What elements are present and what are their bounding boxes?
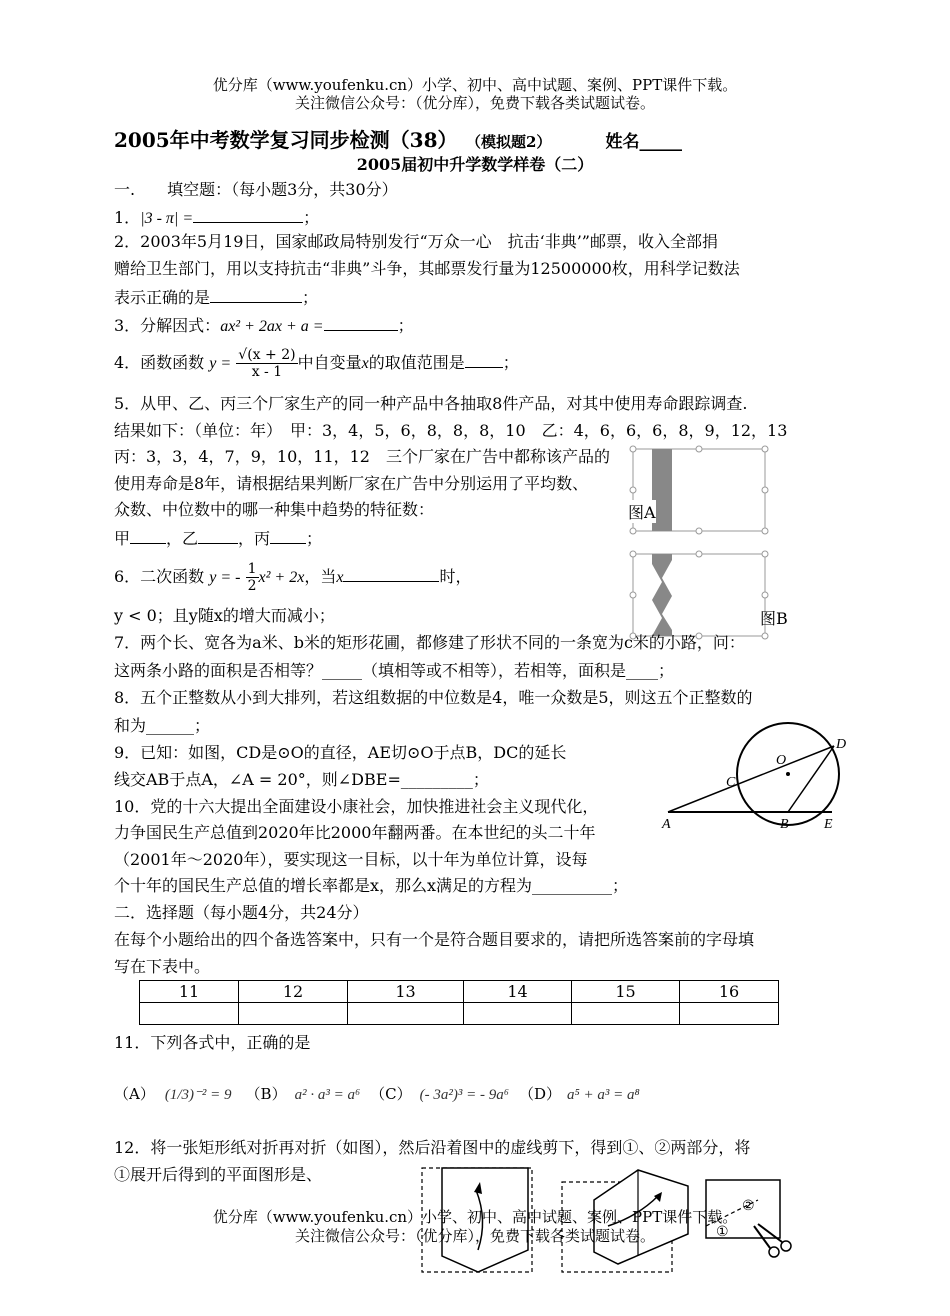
question-9-line-2: 线交AB于点A，∠A = 20°，则∠DBE=_________； <box>114 770 489 789</box>
question-4 <box>114 346 519 381</box>
q6-y: y = - <box>209 569 241 586</box>
question-7-line-1: 7．两个长、宽各为a米、b米的矩形花圃，都修建了形状不同的一条宽为c米的小路，问： <box>114 633 745 652</box>
secant-line-ad <box>668 746 834 812</box>
answer-table <box>139 980 779 1025</box>
label-a: A <box>662 817 671 832</box>
answer-table-header-row <box>140 981 779 1003</box>
exam-title <box>114 124 682 153</box>
label-b: B <box>780 817 789 832</box>
title-sub: （模拟题2） <box>473 133 552 151</box>
q2-text: 表示正确的是 <box>114 288 211 307</box>
q1-end: ； <box>303 208 320 227</box>
answer-cell-11[interactable] <box>140 1003 239 1025</box>
section2-instructions-line-1: 在每个小题给出的四个备选答案中，只有一个是符合题目要求的，请把所选答案前的字母填 <box>114 930 755 949</box>
footer-line-1: 优分库（www.youfenku.cn）小学、初中、高中试题、案例、PPT课件下载。 <box>212 1208 738 1226</box>
label-c: C <box>726 775 736 790</box>
question-11-options <box>114 1084 640 1105</box>
q6-rest: x² + 2x <box>258 569 305 586</box>
question-10-line-4: 个十年的国民生产总值的增长率都是x，那么x满足的方程为__________； <box>114 876 629 895</box>
q6-end: 时， <box>439 567 472 586</box>
question-12-line-2: ①展开后得到的平面图形是、 <box>114 1165 323 1184</box>
answer-table-header: 13 <box>348 981 464 1003</box>
q4-denominator: x - 1 <box>251 364 283 380</box>
answer-cell-13[interactable] <box>348 1003 464 1025</box>
q3-end: ； <box>397 316 414 335</box>
q3-answer-blank <box>324 314 398 331</box>
question-6-line-2: y < 0；且y随x的增大而减小； <box>114 606 335 625</box>
question-5-line-3: 丙：3，3，4，7，9，10，11，12 三个厂家在广告中都称该产品的 <box>114 447 610 466</box>
q6-fraction <box>246 561 259 594</box>
question-2-line-3 <box>114 286 318 308</box>
footer-line-2: 关注微信公众号：（优分库），免费下载各类试题试卷。 <box>294 1227 655 1245</box>
answer-table-answer-row <box>140 1003 779 1025</box>
question-11: 11．下列各式中，正确的是 <box>114 1033 311 1052</box>
answer-cell-15[interactable] <box>572 1003 680 1025</box>
q4-numerator: √(x + 2) <box>238 347 296 363</box>
figure-b-rectangle <box>633 554 765 636</box>
option-a-expression: (1/3)⁻² = 9 <box>164 1087 232 1103</box>
header-line-1: 优分库（www.youfenku.cn）小学、初中、高中试题、案例、PPT课件下载。 <box>212 76 738 94</box>
question-5-line-6 <box>114 527 322 549</box>
question-5-line-5: 众数、中位数中的哪一种集中趋势的特征数： <box>114 500 435 519</box>
answer-table-header: 11 <box>140 981 239 1003</box>
question-8-line-1: 8．五个正整数从小到大排列，若这组数据的中位数是4，唯一众数是5，则这五个正整数的 <box>114 688 753 707</box>
answer-cell-14[interactable] <box>464 1003 572 1025</box>
answer-table-header: 16 <box>680 981 779 1003</box>
question-5-line-2: 结果如下：（单位：年） 甲：3，4，5，6，8，8，8，10 乙：4，6，6，6，8，9，12，13 <box>114 421 788 440</box>
answer-cell-12[interactable] <box>239 1003 348 1025</box>
q6-x: x <box>336 569 344 586</box>
name-field-label: 姓名_____ <box>605 132 682 152</box>
answer-table-header: 14 <box>464 981 572 1003</box>
q6-denominator: 2 <box>247 578 257 594</box>
q5-jia-blank <box>130 527 166 544</box>
q2-answer-blank <box>210 286 302 303</box>
option-c-label: （C） <box>370 1085 412 1103</box>
question-10-line-1: 10．党的十六大提出全面建设小康社会，加快推进社会主义现代化， <box>114 797 599 816</box>
q1-expression: |3 - π| = <box>140 210 194 227</box>
q4-y: y = <box>209 355 232 372</box>
q5-end: ； <box>306 529 323 548</box>
question-9-line-1: 9．已知：如图，CD是⊙O的直径，AE切⊙O于点B，DC的延长 <box>114 743 567 762</box>
label-o: O <box>776 753 787 768</box>
figure-b-handles <box>630 551 768 639</box>
option-d-expression: a⁵ + a³ = a⁸ <box>567 1087 640 1103</box>
answer-table-header: 12 <box>239 981 348 1003</box>
question-5-line-1: 5．从甲、乙、丙三个厂家生产的同一种产品中各抽取8件产品，对其中使用寿命跟踪调查. <box>114 394 748 413</box>
q6-text: 6．二次函数 <box>114 567 205 586</box>
question-12-line-1: 12．将一张矩形纸对折再对折（如图），然后沿着图中的虚线剪下，得到①、②两部分，将 <box>114 1138 751 1157</box>
q4-rest: 的取值范围是 <box>368 353 465 372</box>
q5-bing: ，丙 <box>238 529 271 548</box>
question-3 <box>114 314 414 337</box>
label-e: E <box>824 817 833 832</box>
fold-label-two: ② <box>742 1198 755 1214</box>
question-2-line-2: 赠给卫生部门，用以支持抗击“非典”斗争，其邮票发行量为12500000枚，用科学记数法 <box>114 259 740 278</box>
section1-heading: 一. 填空题：（每小题3分，共30分） <box>114 180 398 199</box>
q3-expression: ax² + 2ax + a = <box>220 318 324 335</box>
header-line-2: 关注微信公众号：（优分库），免费下载各类试题试卷。 <box>294 94 655 112</box>
question-5-line-4: 使用寿命是8年，请根据结果判断厂家在广告中分别运用了平均数、 <box>114 474 589 493</box>
section2-instructions-line-2: 写在下表中。 <box>114 957 211 976</box>
title-main: 2005年中考数学复习同步检测（38） <box>114 128 458 152</box>
q2-end: ； <box>302 288 319 307</box>
question-10-line-2: 力争国民生产总值到2020年比2000年翻两番。在本世纪的头二十年 <box>114 823 596 842</box>
question-2-line-1: 2．2003年5月19日，国家邮政局特别发行“万众一心 抗击‘非典’”邮票，收入全部捐 <box>114 232 718 251</box>
figure-a-label: 图A <box>628 500 656 523</box>
option-b-label: （B） <box>245 1085 287 1103</box>
q4-text: 4．函数函数 <box>114 353 205 372</box>
option-d-label: （D） <box>518 1085 561 1103</box>
figure-b-zigzag-path <box>652 554 672 636</box>
figure-b-path-diagram <box>625 550 775 642</box>
center-point <box>786 772 790 776</box>
question-1 <box>114 206 319 229</box>
q4-fraction <box>236 347 297 380</box>
option-b-expression: a² · a³ = a⁶ <box>294 1087 361 1103</box>
q4-end: ； <box>502 353 519 372</box>
question-7-line-2: 这两条小路的面积是否相等？_____（填相等或不相等），若相等，面积是____； <box>114 661 675 680</box>
q1-answer-blank <box>193 206 303 223</box>
circle-tangent-diagram <box>660 718 860 833</box>
option-c-expression: (- 3a²)³ = - 9a⁶ <box>419 1087 509 1103</box>
question-6 <box>114 560 471 595</box>
q5-yi-blank <box>198 527 238 544</box>
q5-bing-blank <box>270 527 306 544</box>
q6-mid: ，当 <box>304 567 337 586</box>
q4-mid: 中自变量 <box>297 353 362 372</box>
q5-yi: ，乙 <box>166 529 199 548</box>
fold-label-one: ① <box>716 1224 729 1240</box>
answer-table-header: 15 <box>572 981 680 1003</box>
q4-x: x <box>361 355 369 372</box>
q6-answer-blank <box>343 565 439 582</box>
q4-answer-blank <box>465 351 503 368</box>
q1-number: 1． <box>114 208 141 227</box>
question-8-line-2: 和为______； <box>114 716 211 735</box>
q5-jia: 甲 <box>114 529 131 548</box>
option-a-label: （A） <box>114 1085 155 1103</box>
section2-heading: 二．选择题（每小题4分，共24分） <box>114 903 369 922</box>
answer-cell-16[interactable] <box>680 1003 779 1025</box>
figure-b-label: 图B <box>760 609 788 628</box>
exam-subtitle: 2005届初中升学数学样卷（二） <box>356 155 594 174</box>
q3-text: 3．分解因式： <box>114 316 221 335</box>
label-d: D <box>836 737 847 752</box>
q6-numerator: 1 <box>247 561 257 577</box>
question-10-line-3: （2001年～2020年），要实现这一目标，以十年为单位计算，设每 <box>114 850 588 869</box>
